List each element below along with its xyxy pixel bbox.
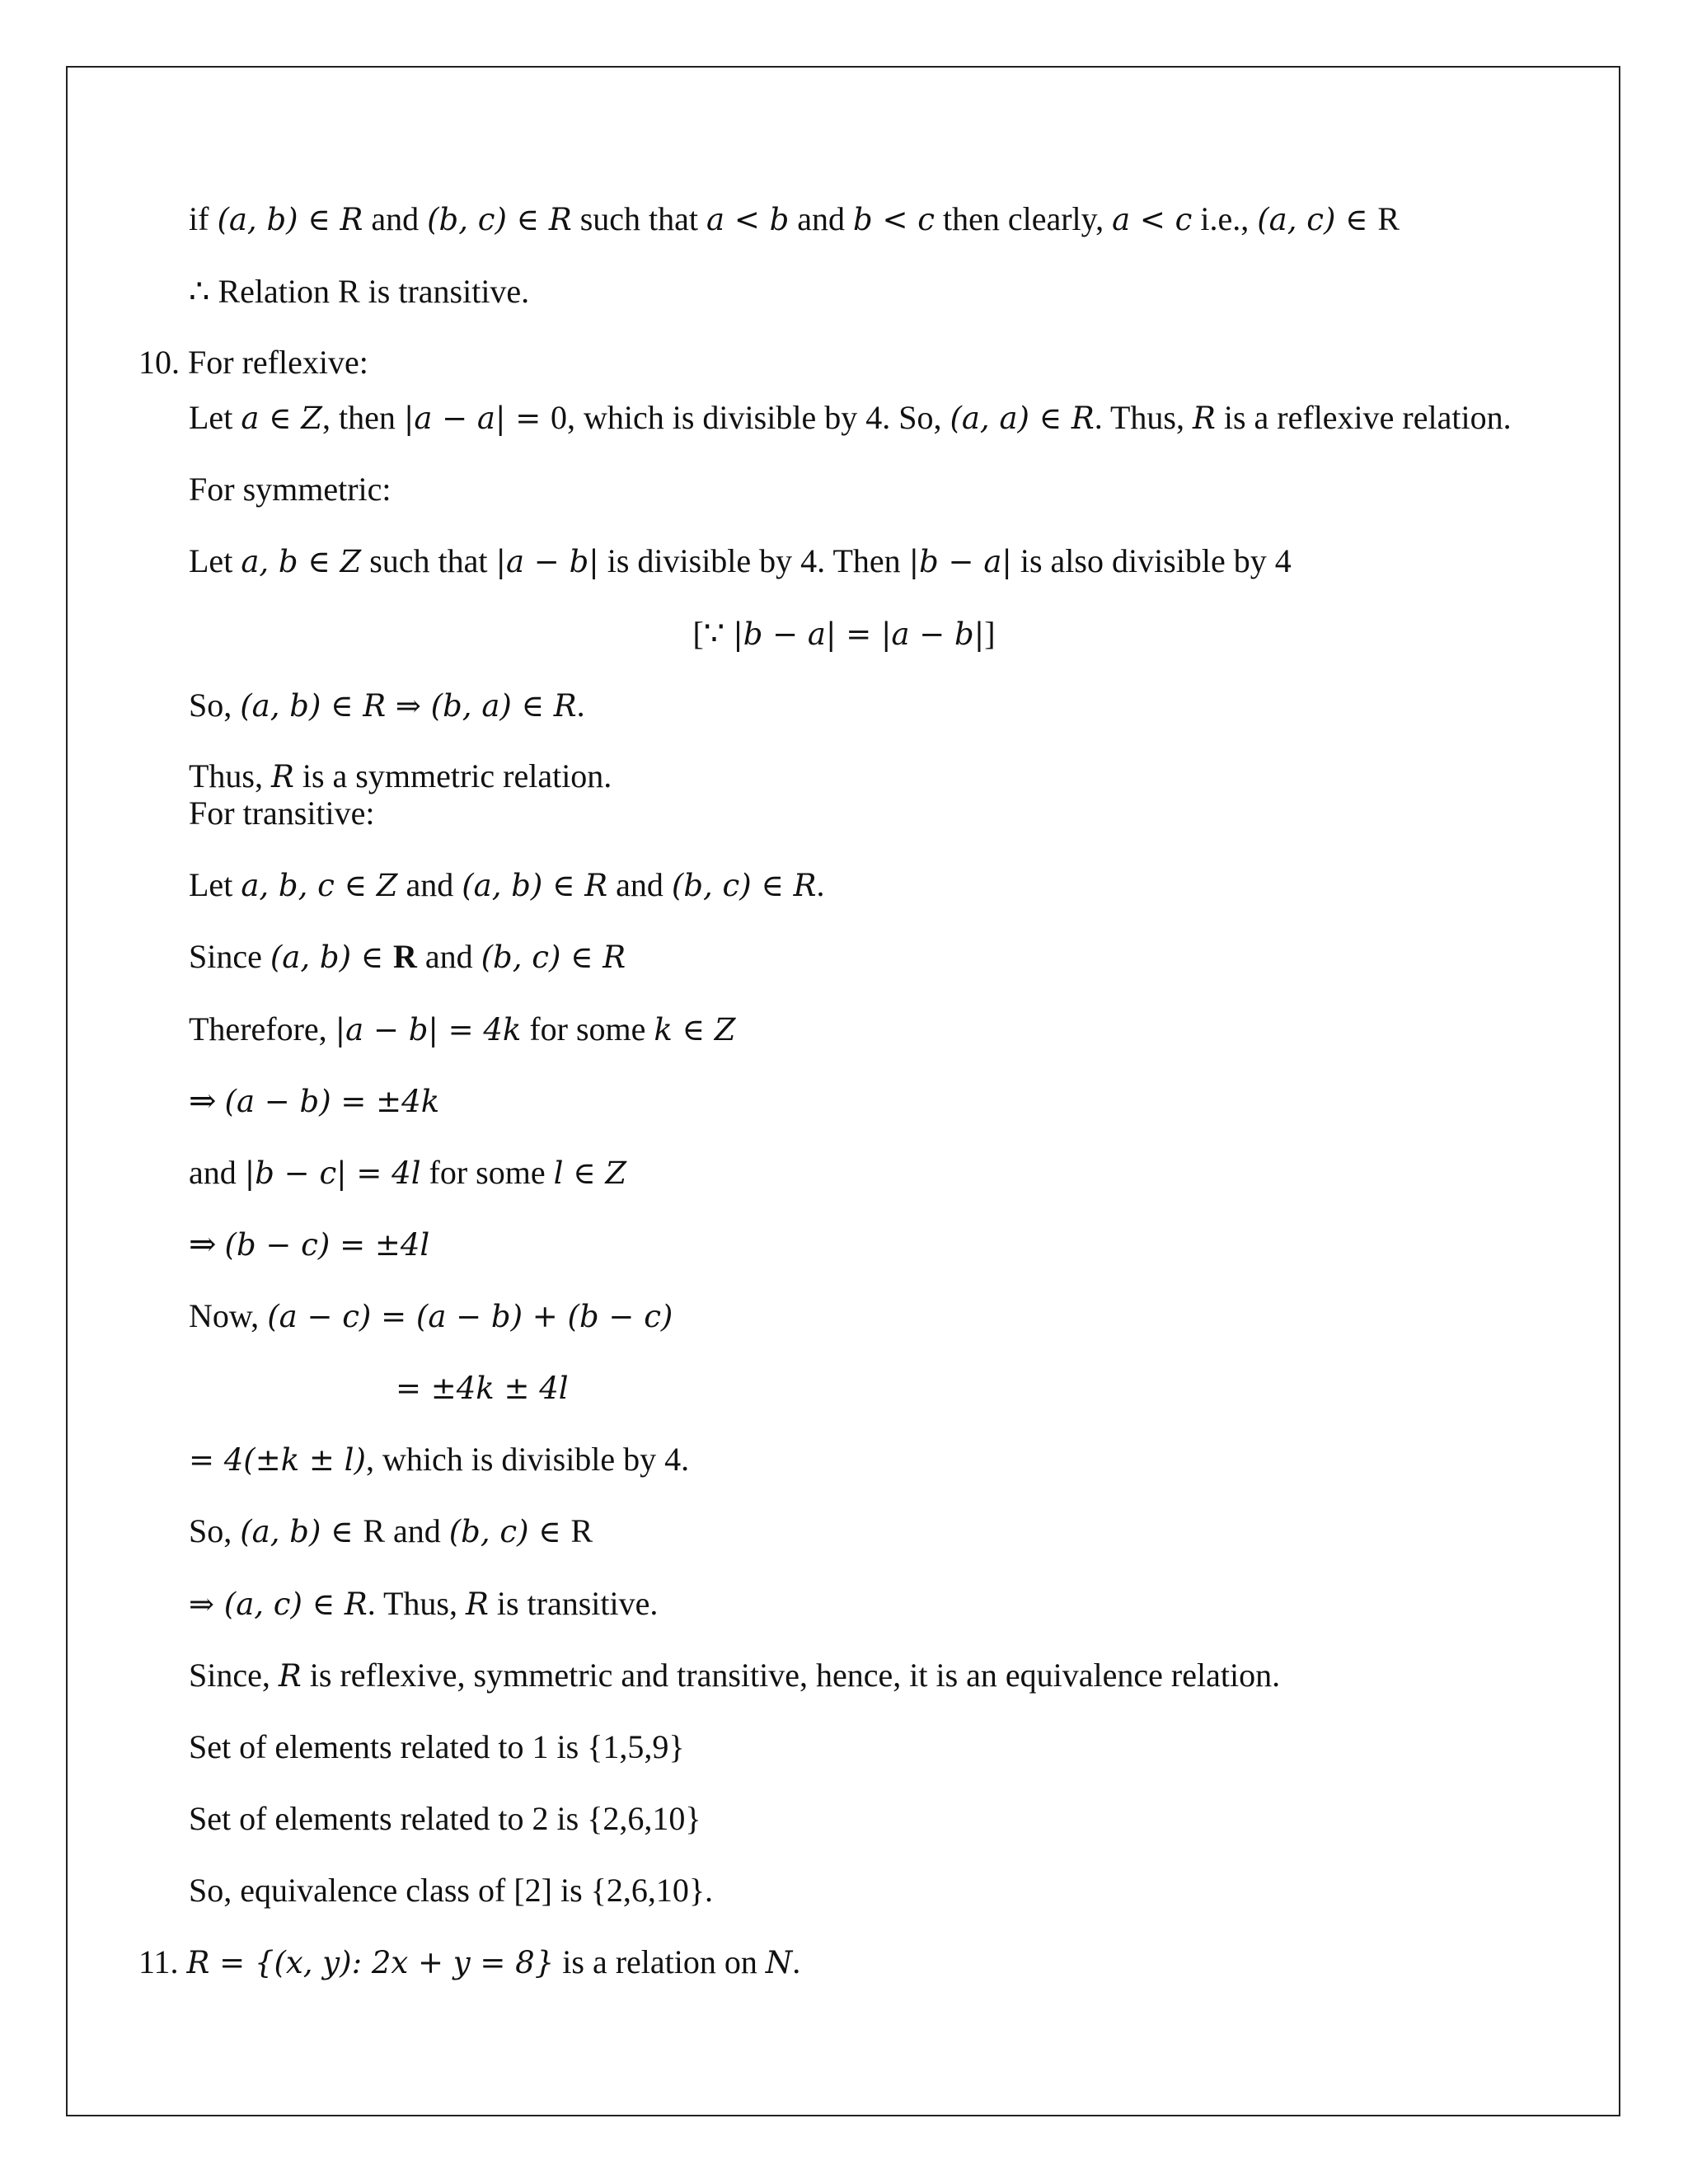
question-number: 11. — [138, 1943, 187, 1980]
text-line-7: [∵ |b − a| = |a − b|] — [692, 615, 996, 652]
text-line-8: So, (a, b) ∈ R ⇒ (b, a) ∈ R. — [189, 687, 585, 724]
text-line-1: if (a, b) ∈ R and (b, c) ∈ R such that a < b and b < c then clearly, a < c i.e., (a, c) ∈ R — [189, 200, 1400, 237]
text-line-2: ∴ Relation R is transitive. — [189, 273, 530, 310]
text-line-5: For symmetric: — [189, 471, 392, 508]
question-number: 10. — [138, 344, 188, 381]
text-line-13: Therefore, |a − b| = 4k for some k ∈ Z — [189, 1010, 736, 1047]
text-line-22: Since, R is reflexive, symmetric and transitive, hence, it is an equivalence relation. — [189, 1657, 1281, 1694]
text-line-4: Let a ∈ Z, then |a − a| = 0, which is divisible by 4. So, (a, a) ∈ R. Thus, R is a reflexive relation. — [189, 399, 1512, 436]
question-11-heading: 11. R = {(x, y): 2x + y = 8} is a relation on N. — [138, 1943, 801, 1980]
text-line-6: Let a, b ∈ Z such that |a − b| is divisible by 4. Then |b − a| is also divisible by 4 — [189, 542, 1292, 579]
text-line-24: Set of elements related to 2 is {2,6,10} — [189, 1800, 701, 1837]
text-line-17: Now, (a − c) = (a − b) + (b − c) — [189, 1297, 673, 1334]
text-line-19: = 4(±k ± l), which is divisible by 4. — [189, 1441, 690, 1478]
text-line-12: Since (a, b) ∈ R and (b, c) ∈ R — [189, 938, 626, 975]
text-line-10: For transitive: — [189, 794, 375, 832]
question-10-heading: 10. For reflexive: — [138, 344, 368, 381]
text-line-20: So, (a, b) ∈ R and (b, c) ∈ R — [189, 1512, 593, 1549]
text-line-15: and |b − c| = 4l for some l ∈ Z — [189, 1154, 627, 1191]
text-line-18: = ±4k ± 4l — [396, 1371, 569, 1406]
text-line-23: Set of elements related to 1 is {1,5,9} — [189, 1728, 685, 1765]
text-line-9: Thus, R is a symmetric relation. — [189, 757, 612, 794]
text-line-21: ⇒ (a, c) ∈ R. Thus, R is transitive. — [189, 1585, 659, 1622]
text-line-25: So, equivalence class of [2] is {2,6,10}. — [189, 1872, 714, 1909]
text-line-14: ⇒ (a − b) = ±4k — [189, 1082, 440, 1119]
text-line-11: Let a, b, c ∈ Z and (a, b) ∈ R and (b, c) ∈ R. — [189, 866, 825, 903]
text-line-16: ⇒ (b − c) = ±4l — [189, 1226, 430, 1263]
